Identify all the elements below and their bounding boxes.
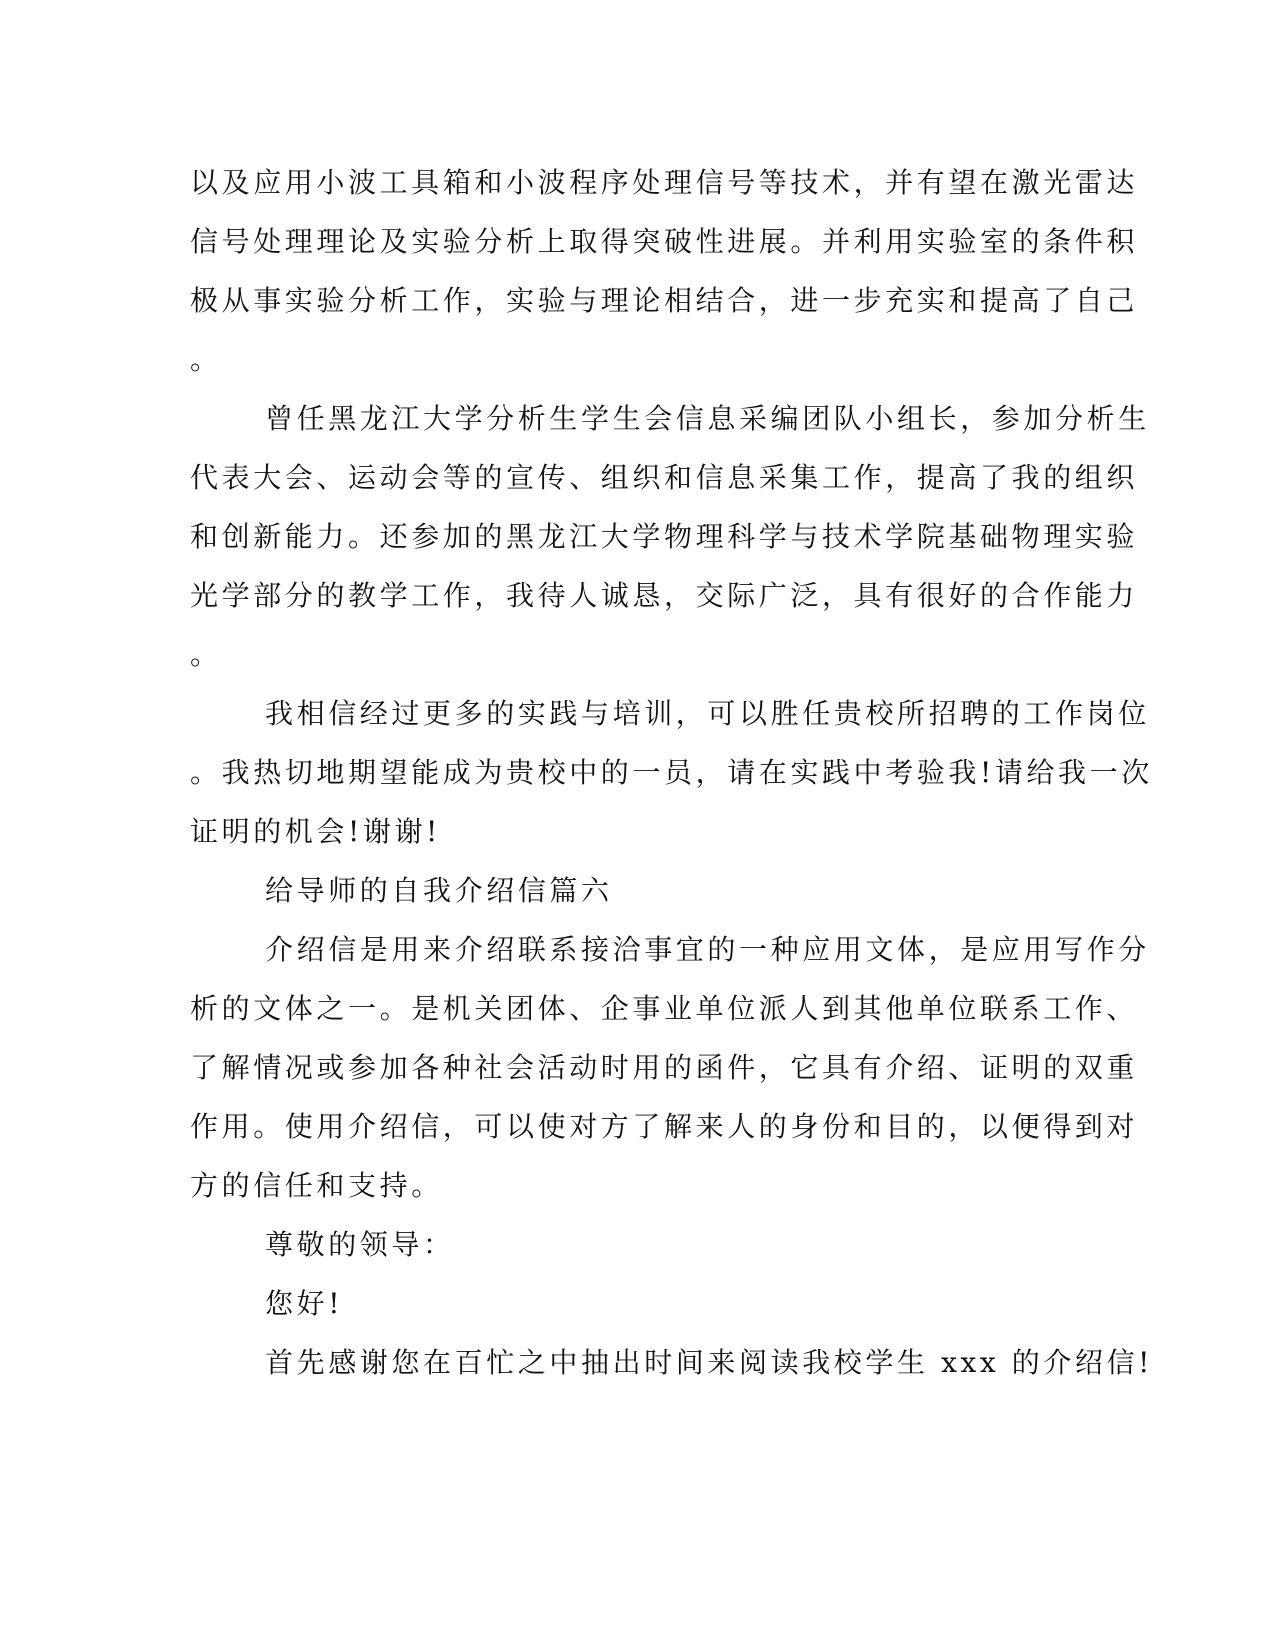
- text-line: 方的信任和支持。: [190, 1169, 443, 1202]
- text-line: 证明的机会!谢谢!: [190, 815, 441, 848]
- text-line: 代表大会、运动会等的宣传、组织和信息采集工作，提高了我的组织: [190, 461, 1139, 494]
- text-line: 和创新能力。还参加的黑龙江大学物理科学与技术学院基础物理实验: [190, 520, 1139, 553]
- text-line: 。我热切地期望能成为贵校中的一员，请在实践中考验我!请给我一次: [190, 756, 1153, 789]
- text-line: 极从事实验分析工作，实验与理论相结合，进一步充实和提高了自己: [190, 284, 1139, 317]
- text-line: 了解情况或参加各种社会活动时用的函件，它具有介绍、证明的双重: [190, 1051, 1139, 1084]
- text-line: 作用。使用介绍信，可以使对方了解来人的身份和目的，以便得到对: [190, 1110, 1139, 1143]
- paragraph-start-line: 介绍信是用来介绍联系接洽事宜的一种应用文体，是应用写作分: [265, 933, 1150, 966]
- text-line: 。: [190, 343, 222, 376]
- text-line: 以及应用小波工具箱和小波程序处理信号等技术，并有望在激光雷达: [190, 166, 1139, 199]
- paragraph-start-line: 我相信经过更多的实践与培训，可以胜任贵校所招聘的工作岗位: [265, 697, 1150, 730]
- paragraph-start-line: 曾任黑龙江大学分析生学生会信息采编团队小组长，参加分析生: [265, 402, 1150, 435]
- greeting: 您好!: [265, 1287, 344, 1320]
- section-heading: 给导师的自我介绍信篇六: [265, 874, 613, 907]
- text-line: 析的文体之一。是机关团体、企事业单位派人到其他单位联系工作、: [190, 992, 1139, 1025]
- salutation: 尊敬的领导：: [265, 1228, 455, 1261]
- text-line: 。: [190, 638, 222, 671]
- paragraph-start-line: 首先感谢您在百忙之中抽出时间来阅读我校学生 xxx 的介绍信!: [265, 1346, 1154, 1379]
- text-line: 光学部分的教学工作，我待人诚恳，交际广泛，具有很好的合作能力: [190, 579, 1139, 612]
- text-line: 信号处理理论及实验分析上取得突破性进展。并利用实验室的条件积: [190, 225, 1139, 258]
